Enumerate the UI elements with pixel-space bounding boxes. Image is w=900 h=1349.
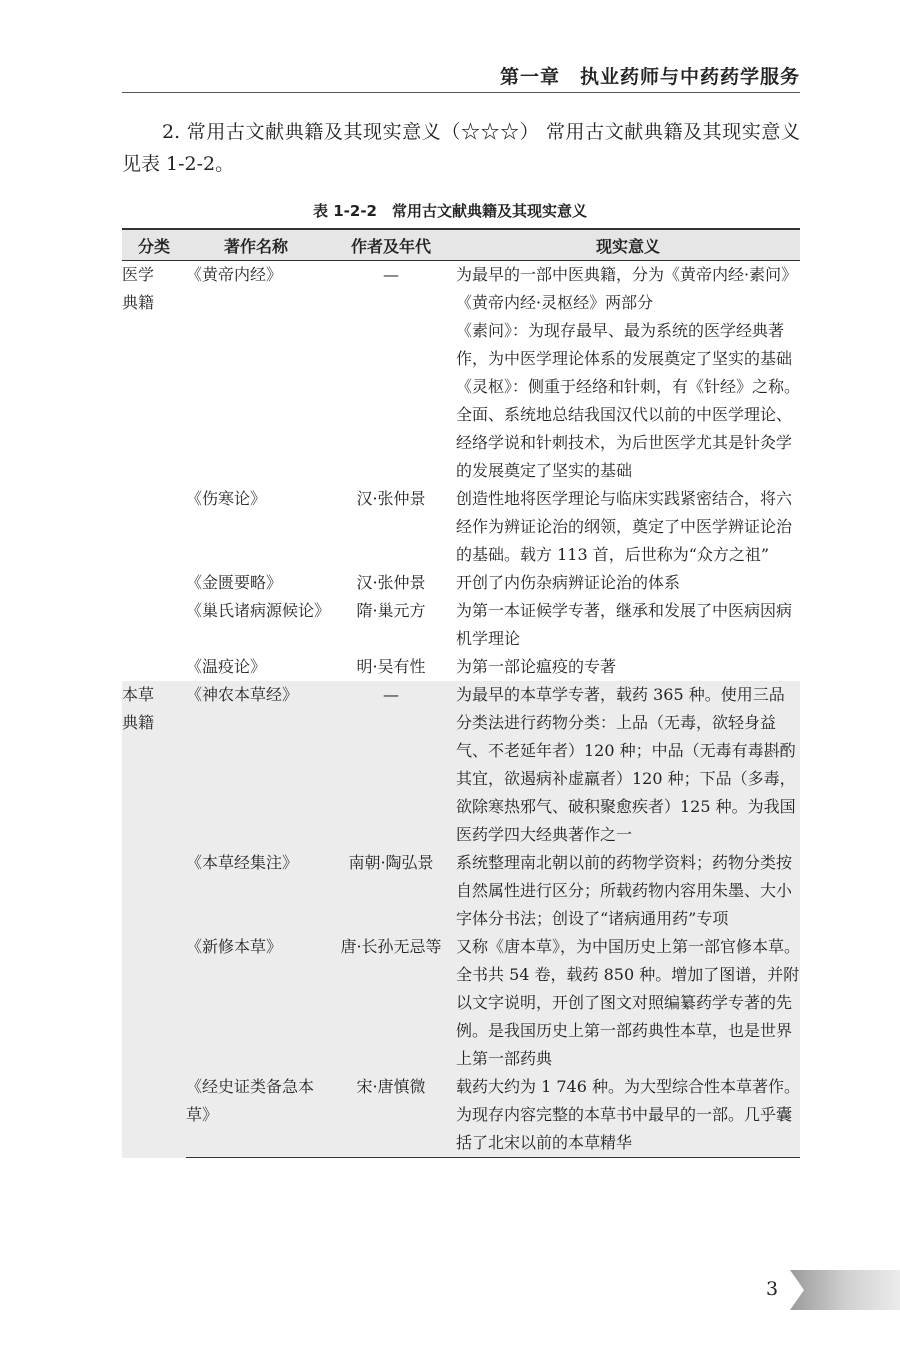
header-category: 分类 (122, 229, 186, 261)
table-header-row (122, 229, 800, 261)
table-row (122, 597, 800, 653)
table-row (122, 681, 800, 849)
author-cell: 汉·张仲景 (356, 573, 426, 592)
author-cell: 汉·张仲景 (356, 489, 426, 508)
header-work: 著作名称 (186, 229, 326, 261)
page-corner-band (790, 1270, 900, 1310)
header-rule (122, 92, 800, 93)
table-row (122, 849, 800, 933)
meaning-cell: 为第一本证候学专著，继承和发展了中医病因病机学理论 (456, 601, 793, 648)
category-cell: 医学 典籍 (122, 265, 155, 312)
author-cell: 唐·长孙无忌等 (326, 933, 456, 1073)
meaning-line: 《灵枢》：侧重于经络和针刺，有《针经》之称。全面、系统地总结我国汉代以前的中医学理论、经络学说和针刺技术，为后世医学尤其是针灸学的发展奠定了坚实的基础 (456, 377, 801, 480)
author-cell: 宋·唐慎微 (326, 1073, 456, 1158)
meaning-cell: 系统整理南北朝以前的药物学资料；药物分类按自然属性进行区分；所载药物内容用朱墨、大小字体分书法；创设了“诸病通用药”专项 (456, 849, 800, 933)
header-author: 作者及年代 (326, 229, 456, 261)
header-meaning: 现实意义 (456, 229, 800, 261)
meaning-cell: 为最早的本草学专著，载药 365 种。使用三品分类法进行药物分类：上品（无毒，欲轻身益气、不老延年者）120 种；中品（无毒有毒斟酌其宜，欲遏病补虚羸者）120 种；下品（多毒，欲除寒热邪气、破积聚愈疾者）125 种。为我国医药学四大经典著作之一 (456, 681, 800, 849)
author-cell: — (383, 265, 399, 284)
work-cell: 《黄帝内经》 (186, 265, 283, 284)
table-caption: 表 1-2-2 常用古文献典籍及其现实意义 (313, 202, 587, 220)
meaning-cell: 载药大约为 1 746 种。为大型综合性本草著作。为现存内容完整的本草书中最早的一部。几乎囊括了北宋以前的本草精华 (456, 1073, 800, 1158)
meaning-cell (456, 261, 800, 486)
group-materia-medica (122, 681, 800, 1158)
meaning-cell: 为第一部论瘟疫的专著 (456, 657, 617, 676)
table-row (122, 261, 800, 486)
work-cell: 《金匮要略》 (186, 573, 283, 592)
work-cell: 《经史证类备急本草》 (186, 1073, 326, 1158)
table-row (122, 653, 800, 681)
work-cell: 《本草经集注》 (186, 849, 326, 933)
table-row (122, 1073, 800, 1158)
author-cell: 南朝·陶弘景 (326, 849, 456, 933)
category-cell: 本草 典籍 (122, 681, 186, 1158)
meaning-cell: 又称《唐本草》，为中国历史上第一部官修本草。全书共 54 卷，载药 850 种。增加了图谱，并附以文字说明，开创了图文对照编纂药学专著的先例。是我国历史上第一部药典性本草，也是世界上第一部药典 (456, 933, 800, 1073)
author-cell: — (326, 681, 456, 849)
meaning-cell: 开创了内伤杂病辨证论治的体系 (456, 573, 681, 592)
intro-paragraph: 2. 常用古文献典籍及其现实意义（☆☆☆） 常用古文献典籍及其现实意义见表 1-2-2。 (122, 121, 800, 175)
meaning-cell: 创造性地将医学理论与临床实践紧密结合，将六经作为辨证论治的纲领，奠定了中医学辨证论治的基础。载方 113 首，后世称为“众方之祖” (456, 489, 793, 564)
work-cell: 《巢氏诸病源候论》 (186, 601, 331, 620)
meaning-line: 《素问》：为现存最早、最为系统的医学经典著作，为中医学理论体系的发展奠定了坚实的基础 (456, 321, 793, 368)
work-cell: 《神农本草经》 (186, 681, 326, 849)
author-cell: 隋·巢元方 (356, 601, 426, 620)
table-row (122, 569, 800, 597)
table-row (122, 933, 800, 1073)
work-cell: 《新修本草》 (186, 933, 326, 1073)
classics-table (122, 228, 800, 1158)
page-number: 3 (766, 1278, 779, 1300)
table-row (122, 485, 800, 569)
author-cell: 明·吴有性 (356, 657, 426, 676)
chapter-title: 第一章 执业药师与中药药学服务 (499, 66, 800, 88)
meaning-line: 为最早的一部中医典籍，分为《黄帝内经·素问》《黄帝内经·灵枢经》两部分 (456, 265, 798, 312)
group-medical-classics (122, 261, 800, 682)
work-cell: 《伤寒论》 (186, 489, 267, 508)
work-cell: 《温疫论》 (186, 657, 267, 676)
